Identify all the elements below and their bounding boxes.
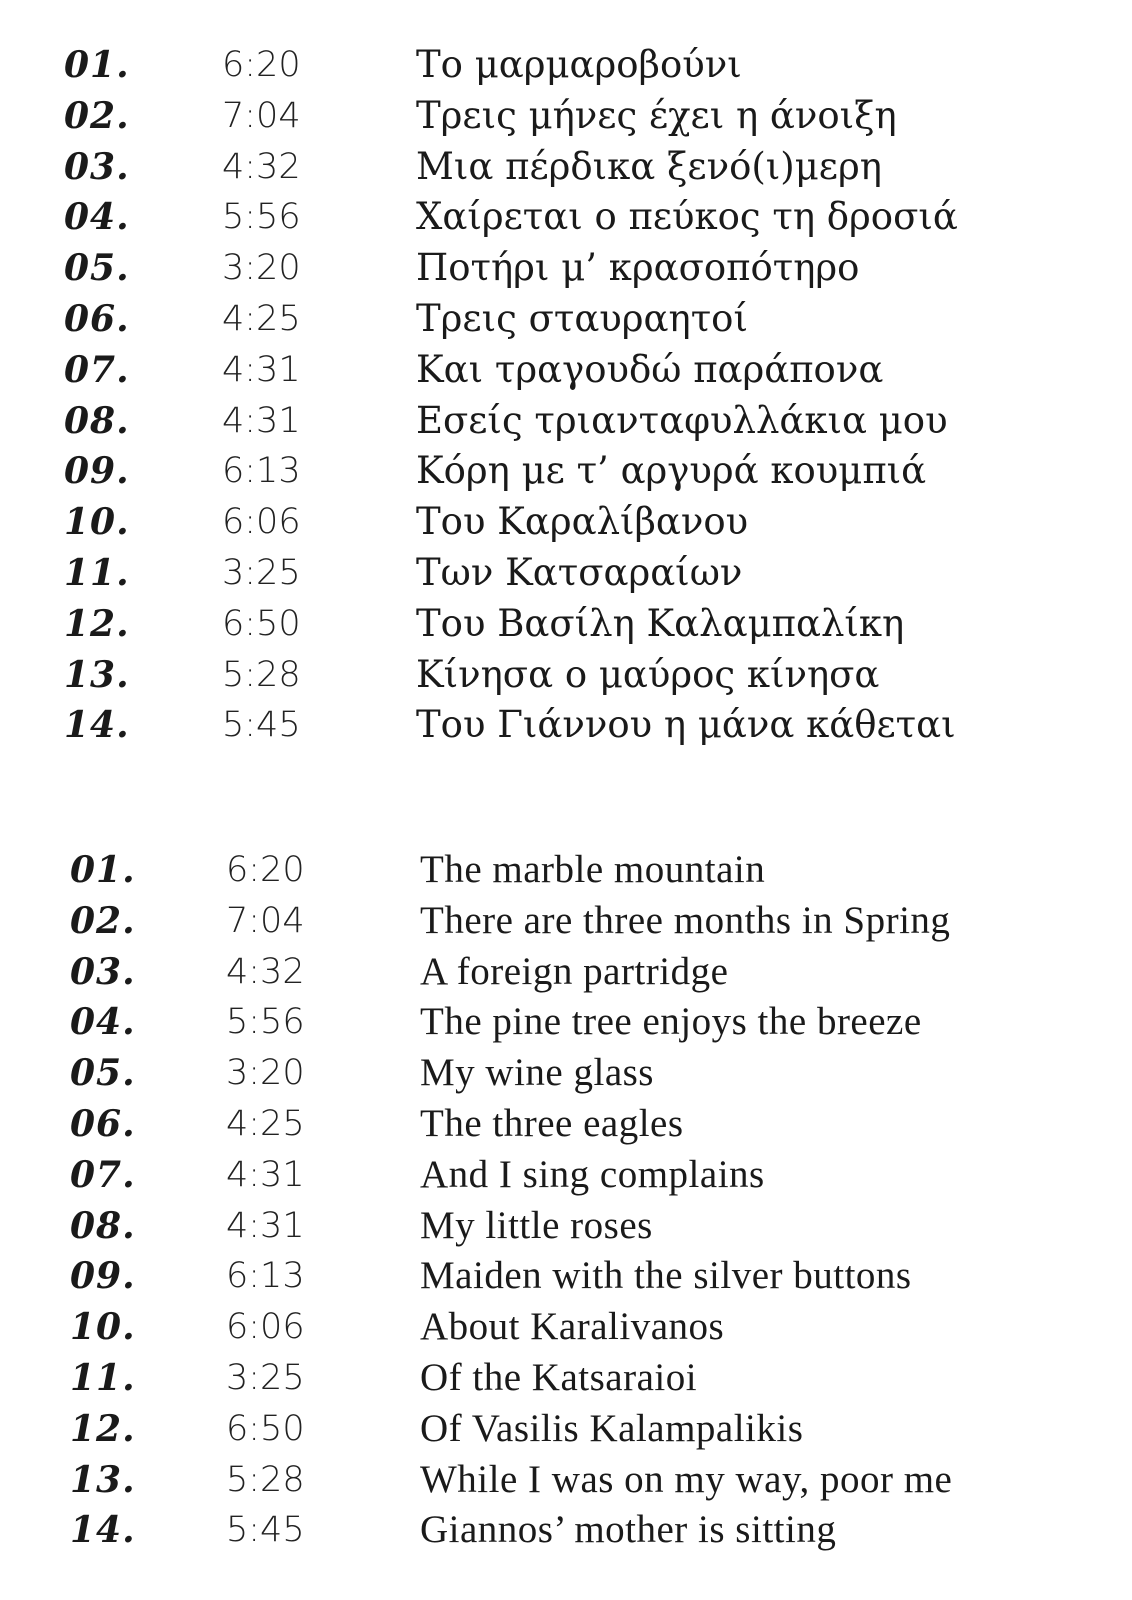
track-row [0, 1302, 1132, 1353]
track-row [0, 40, 1132, 91]
track-row [0, 192, 1132, 243]
track-row [0, 650, 1132, 701]
track-row [0, 947, 1132, 998]
track-title: Κόρη με τ’ αργυρά κουμπιά [416, 449, 927, 493]
track-row [0, 497, 1132, 548]
track-row [0, 1201, 1132, 1252]
track-title: Το μαρμαροβούνι [416, 43, 742, 86]
english-tracklist [0, 845, 1132, 1556]
track-title: Τρεις μήνες έχει η άνοιξη [416, 93, 897, 137]
track-title: Giannos’ mother is sitting [420, 1508, 837, 1552]
track-number: 01. [70, 849, 136, 891]
track-duration: 5:45 [226, 1510, 305, 1551]
track-title: My little roses [420, 1203, 653, 1247]
track-row [0, 142, 1132, 193]
track-row [0, 1251, 1132, 1302]
track-number: 12. [70, 1407, 136, 1450]
track-number: 03. [64, 145, 130, 188]
track-duration: 3:25 [222, 552, 301, 593]
track-number: 13. [64, 653, 130, 696]
track-title: Των Κατσαραίων [416, 550, 743, 594]
track-row [0, 1099, 1132, 1150]
track-duration: 6:06 [226, 1307, 305, 1348]
track-title: There are three months in Spring [420, 898, 951, 942]
track-row [0, 1048, 1132, 1099]
track-number: 02. [64, 94, 130, 137]
track-duration: 6:50 [222, 603, 301, 644]
track-number: 07. [70, 1153, 136, 1196]
track-duration: 5:56 [226, 1002, 305, 1043]
track-title: Of Vasilis Kalampalikis [420, 1406, 804, 1450]
track-title: The marble mountain [420, 848, 766, 891]
track-number: 07. [64, 348, 130, 391]
track-number: 13. [70, 1458, 136, 1501]
track-duration: 5:45 [222, 705, 301, 746]
track-row [0, 91, 1132, 142]
track-row [0, 345, 1132, 396]
track-duration: 3:20 [222, 248, 301, 289]
track-title: Ποτήρι μ’ κρασοπότηρο [416, 246, 860, 290]
track-title: Maiden with the silver buttons [420, 1254, 912, 1298]
track-number: 14. [64, 704, 130, 747]
track-duration: 5:28 [222, 654, 301, 695]
track-row [0, 243, 1132, 294]
track-title: The pine tree enjoys the breeze [420, 1000, 922, 1044]
track-duration: 6:06 [222, 502, 301, 543]
track-row [0, 446, 1132, 497]
track-duration: 3:25 [226, 1357, 305, 1398]
track-row [0, 700, 1132, 751]
track-row [0, 1505, 1132, 1556]
track-row [0, 896, 1132, 947]
track-duration: 3:20 [226, 1053, 305, 1094]
track-row [0, 1455, 1132, 1506]
track-number: 01. [64, 44, 130, 86]
track-duration: 6:20 [226, 850, 305, 890]
track-duration: 7:04 [222, 95, 301, 136]
track-duration: 4:25 [226, 1103, 305, 1144]
track-duration: 5:56 [222, 197, 301, 238]
track-title: And I sing complains [420, 1152, 765, 1196]
track-number: 12. [64, 602, 130, 645]
track-title: Μια πέρδικα ξενό(ι)μερη [416, 144, 882, 188]
track-row [0, 997, 1132, 1048]
track-title: Και τραγουδώ παράπονα [416, 347, 884, 391]
track-duration: 4:31 [222, 349, 301, 390]
track-duration: 6:13 [222, 451, 301, 492]
track-row [0, 1150, 1132, 1201]
track-title: A foreign partridge [420, 949, 729, 993]
track-row [0, 1404, 1132, 1455]
track-title: Του Γιάννου η μάνα κάθεται [416, 703, 956, 747]
track-number: 14. [70, 1509, 136, 1552]
track-row [0, 396, 1132, 447]
track-duration: 6:20 [222, 45, 301, 85]
track-duration: 6:50 [226, 1408, 305, 1449]
track-duration: 5:28 [226, 1459, 305, 1500]
track-number: 03. [70, 950, 136, 993]
track-row [0, 294, 1132, 345]
track-number: 10. [70, 1306, 136, 1349]
track-duration: 4:31 [226, 1154, 305, 1195]
track-number: 11. [70, 1356, 136, 1399]
greek-tracklist [0, 40, 1132, 751]
track-duration: 4:32 [226, 951, 305, 992]
track-title: Του Καραλίβανου [416, 500, 749, 544]
track-number: 06. [64, 297, 130, 340]
track-duration: 4:25 [222, 298, 301, 339]
track-number: 05. [64, 247, 130, 290]
track-row [0, 1353, 1132, 1404]
track-number: 08. [64, 399, 130, 442]
track-row [0, 845, 1132, 896]
track-title: Εσείς τριανταφυλλάκια μου [416, 398, 948, 442]
track-title: The three eagles [420, 1101, 684, 1145]
track-number: 09. [70, 1255, 136, 1298]
track-duration: 4:31 [226, 1205, 305, 1246]
track-number: 04. [64, 196, 130, 239]
track-title: Τρεις σταυραητοί [416, 296, 748, 340]
track-duration: 4:31 [222, 400, 301, 441]
track-duration: 6:13 [226, 1256, 305, 1297]
track-number: 05. [70, 1052, 136, 1095]
track-title: About Karalivanos [420, 1305, 725, 1349]
track-title: My wine glass [420, 1051, 654, 1095]
track-title: Του Βασίλη Καλαμπαλίκη [416, 601, 905, 645]
track-duration: 4:32 [222, 146, 301, 187]
track-row [0, 599, 1132, 650]
track-title: While I was on my way, poor me [420, 1457, 953, 1501]
track-number: 02. [70, 899, 136, 942]
track-duration: 7:04 [226, 900, 305, 941]
track-number: 04. [70, 1001, 136, 1044]
track-number: 09. [64, 450, 130, 493]
track-row [0, 548, 1132, 599]
track-number: 08. [70, 1204, 136, 1247]
track-title: Κίνησα ο μαύρος κίνησα [416, 652, 880, 696]
track-number: 06. [70, 1102, 136, 1145]
track-number: 11. [64, 551, 130, 594]
track-title: Χαίρεται ο πεύκος τη δροσιά [416, 195, 958, 239]
track-title: Of the Katsaraioi [420, 1355, 698, 1399]
track-number: 10. [64, 501, 130, 544]
